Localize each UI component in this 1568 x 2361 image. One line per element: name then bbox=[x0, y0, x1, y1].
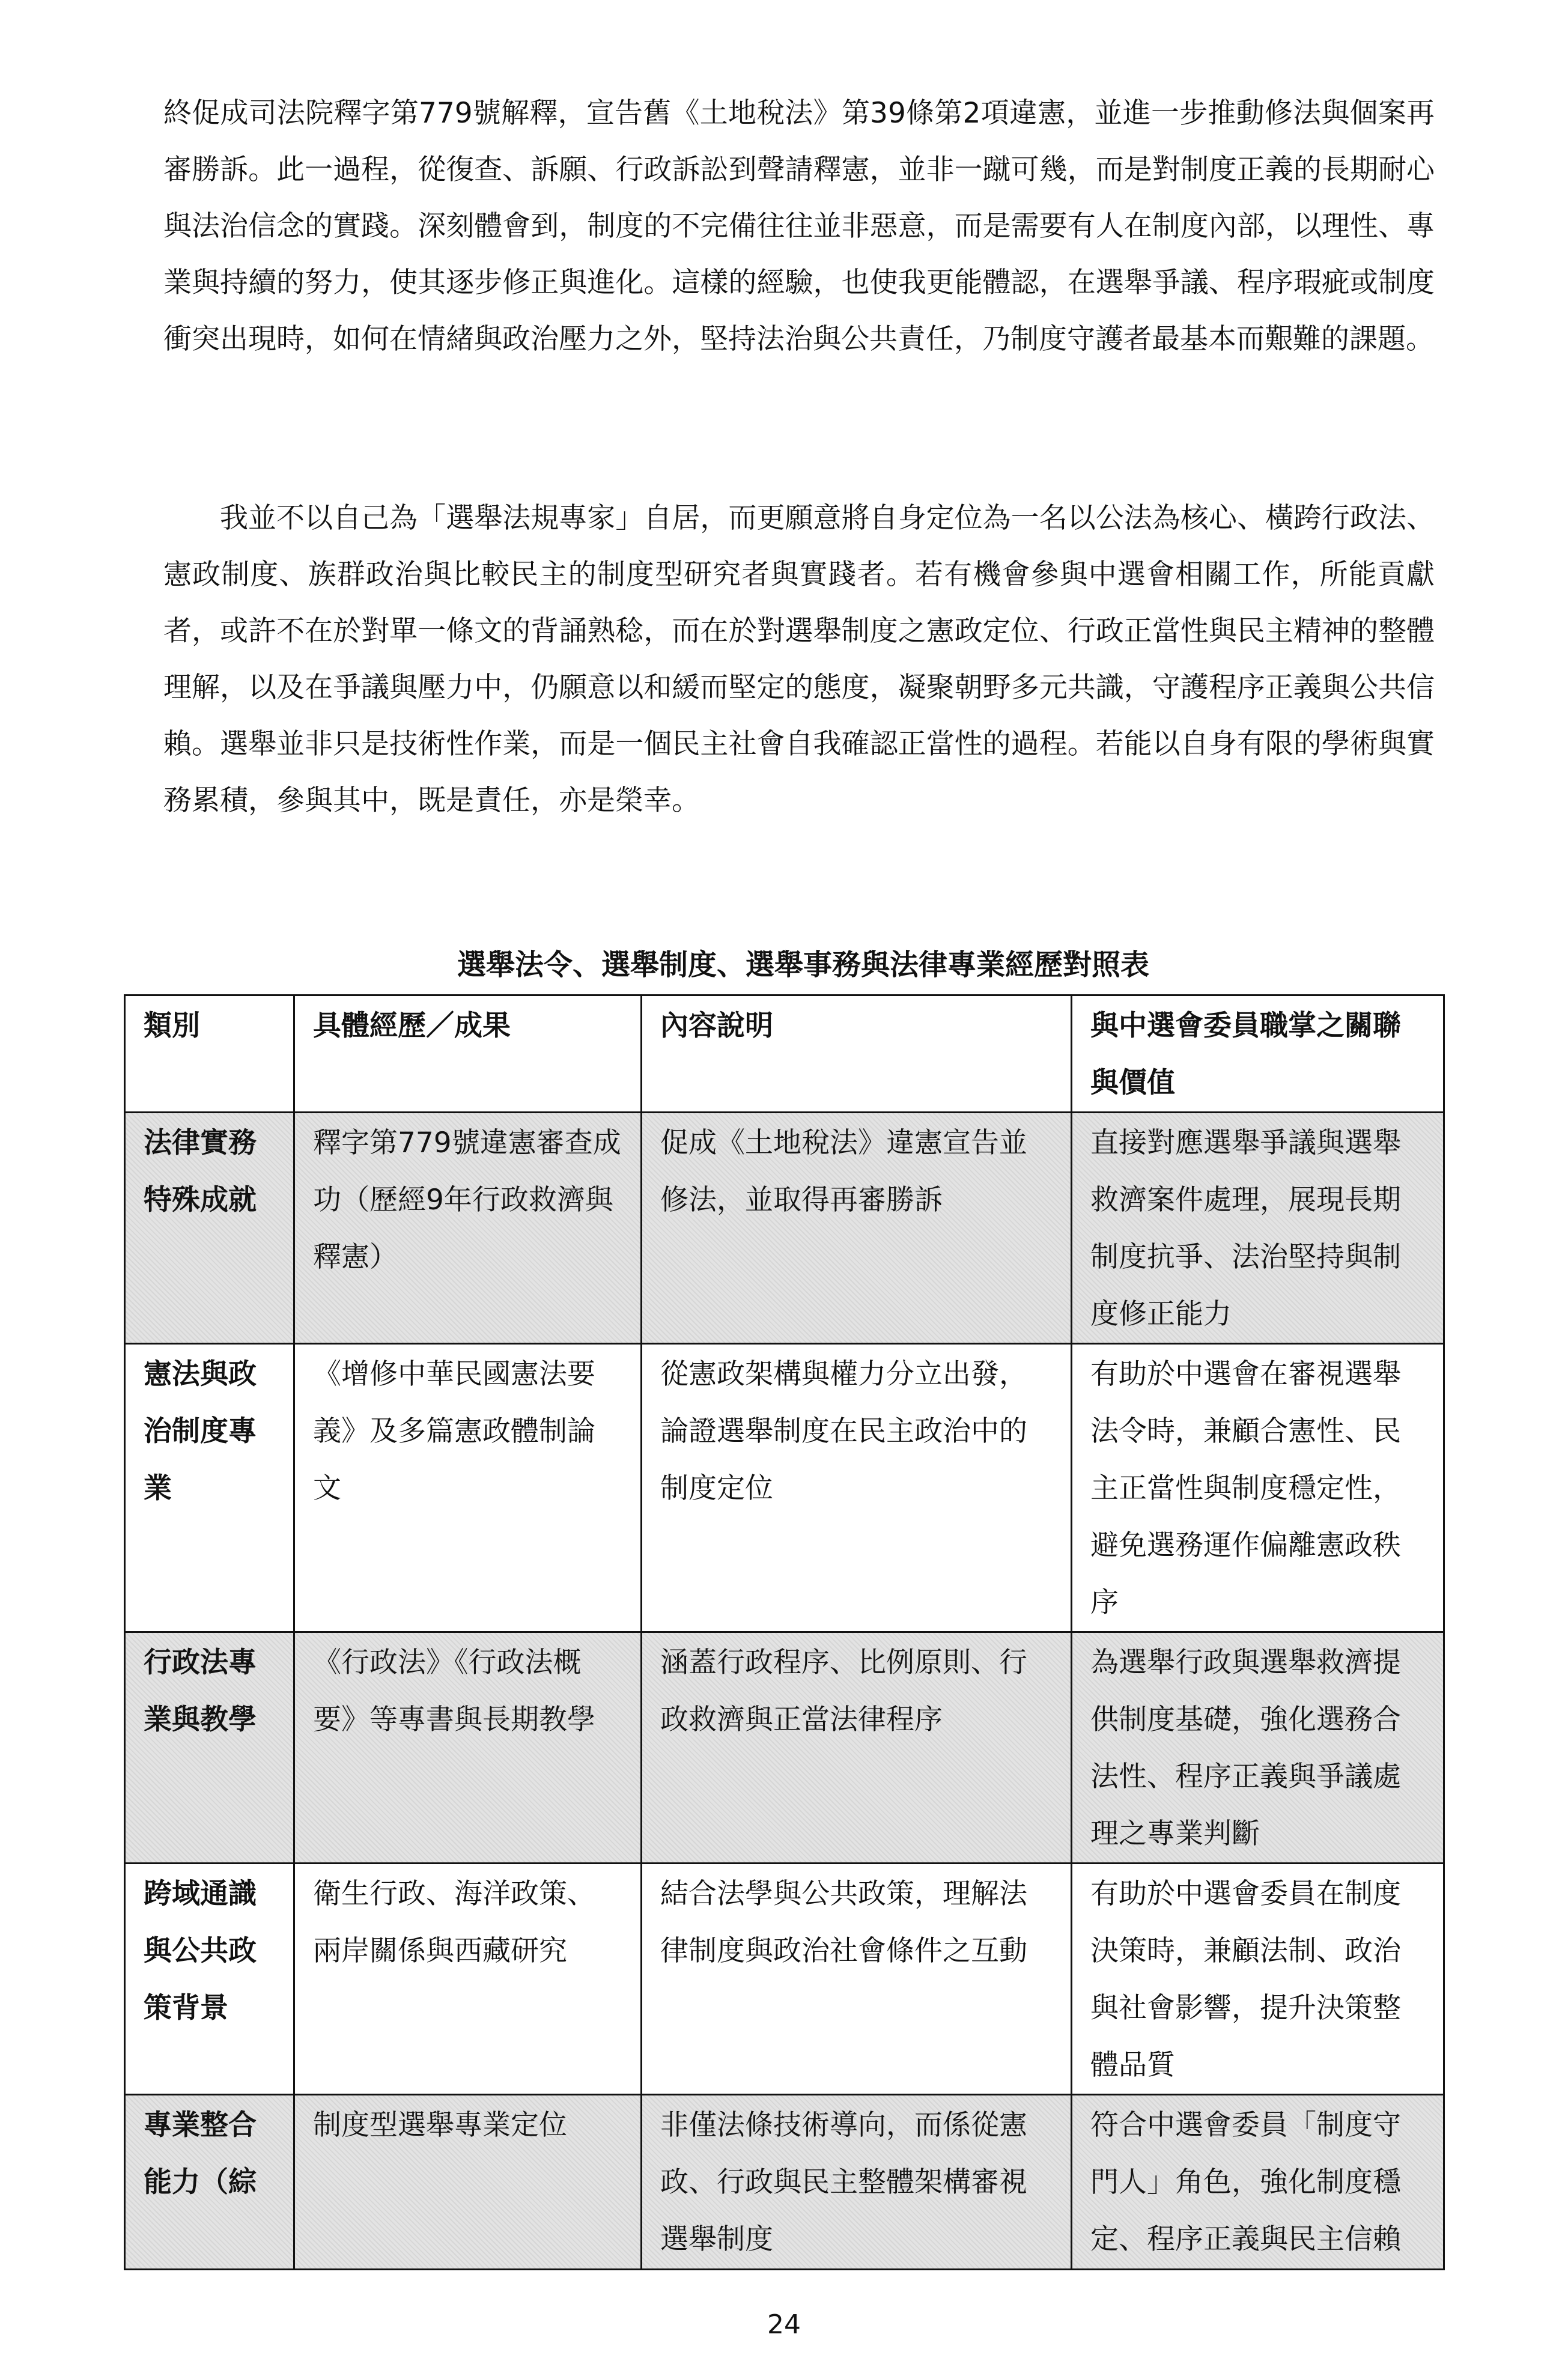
row-category: 跨域通識與公共政策背景 bbox=[125, 1864, 294, 2095]
row-description: 涵蓋行政程序、比例原則、行政救濟與正當法律程序 bbox=[642, 1632, 1072, 1864]
row-relevance: 符合中選會委員「制度守門人」角色，強化制度穩定、程序正義與民主信賴 bbox=[1072, 2095, 1444, 2270]
row-relevance: 有助於中選會委員在制度決策時，兼顧法制、政治與社會影響，提升決策整體品質 bbox=[1072, 1864, 1444, 2095]
row-relevance: 為選舉行政與選舉救濟提供制度基礎，強化選務合法性、程序正義與爭議處理之專業判斷 bbox=[1072, 1632, 1444, 1864]
body-paragraph-1: 終促成司法院釋字第779號解釋，宣告舊《土地稅法》第39條第2項違憲，並進一步推動修法與個案再審勝訴。此一過程，從復查、訴願、行政訴訟到聲請釋憲，並非一蹴可幾，而是對制度正義的長期耐心與法治信念的實踐。深刻體會到，制度的不完備往往並非惡意，而是需要有人在制度內部，以理性、專業與持續的努力，使其逐步修正與進化。這樣的經驗，也使我更能體認，在選舉爭議、程序瑕疵或制度衝突出現時，如何在情緒與政治壓力之外，堅持法治與公共責任，乃制度守護者最基本而艱難的課題。 bbox=[163, 97, 1435, 356]
row-experience: 《增修中華民國憲法要義》及多篇憲政體制論文 bbox=[294, 1344, 642, 1632]
body-paragraph-2: 我並不以自己為「選舉法規專家」自居，而更願意將自身定位為一名以公法為核心、橫跨行政法、憲政制度、族群政治與比較民主的制度型研究者與實踐者。若有機會參與中選會相關工作，所能貢獻者，或許不在於對單一條文的背誦熟稔，而在於對選舉制度之憲政定位、行政正當性與民主精神的整體理解，以及在爭議與壓力中，仍願意以和緩而堅定的態度，凝聚朝野多元共識，守護程序正義與公共信賴。選舉並非只是技術性作業，而是一個民主社會自我確認正當性的過程。若能以自身有限的學術與實務累積，參與其中，既是責任，亦是榮幸。 bbox=[163, 502, 1435, 817]
header-experience: 具體經歷／成果 bbox=[294, 995, 642, 1113]
row-description: 從憲政架構與權力分立出發，論證選舉制度在民主政治中的制度定位 bbox=[642, 1344, 1072, 1632]
row-description: 促成《土地稅法》違憲宣告並修法，並取得再審勝訴 bbox=[642, 1113, 1072, 1344]
row-category: 憲法與政治制度專業 bbox=[125, 1344, 294, 1632]
row-experience: 釋字第779號違憲審查成功（歷經9年行政救濟與釋憲） bbox=[294, 1113, 642, 1344]
comparison-table bbox=[124, 994, 1445, 2270]
table-row bbox=[125, 2095, 1444, 2270]
row-description: 結合法學與公共政策，理解法律制度與政治社會條件之互動 bbox=[642, 1864, 1072, 2095]
table-header-row bbox=[125, 995, 1444, 1113]
table-caption: 選舉法令、選舉制度、選舉事務與法律專業經歷對照表 bbox=[457, 948, 1149, 982]
row-relevance: 有助於中選會在審視選舉法令時，兼顧合憲性、民主正當性與制度穩定性，避免選務運作偏離憲政秩序 bbox=[1072, 1344, 1444, 1632]
row-category: 行政法專業與教學 bbox=[125, 1632, 294, 1864]
row-experience: 制度型選舉專業定位 bbox=[294, 2095, 642, 2270]
table-row bbox=[125, 1864, 1444, 2095]
page-number: 24 bbox=[767, 2309, 801, 2340]
table-row bbox=[125, 1344, 1444, 1632]
row-category: 專業整合能力（綜 bbox=[125, 2095, 294, 2270]
row-experience: 衛生行政、海洋政策、兩岸關係與西藏研究 bbox=[294, 1864, 642, 2095]
row-description: 非僅法條技術導向，而係從憲政、行政與民主整體架構審視選舉制度 bbox=[642, 2095, 1072, 2270]
header-description: 內容說明 bbox=[642, 995, 1072, 1113]
row-experience: 《行政法》《行政法概要》等專書與長期教學 bbox=[294, 1632, 642, 1864]
row-category: 法律實務特殊成就 bbox=[125, 1113, 294, 1344]
table-row bbox=[125, 1113, 1444, 1344]
table-row bbox=[125, 1632, 1444, 1864]
header-category: 類別 bbox=[125, 995, 294, 1113]
row-relevance: 直接對應選舉爭議與選舉救濟案件處理，展現長期制度抗爭、法治堅持與制度修正能力 bbox=[1072, 1113, 1444, 1344]
header-relevance: 與中選會委員職掌之關聯與價值 bbox=[1072, 995, 1444, 1113]
